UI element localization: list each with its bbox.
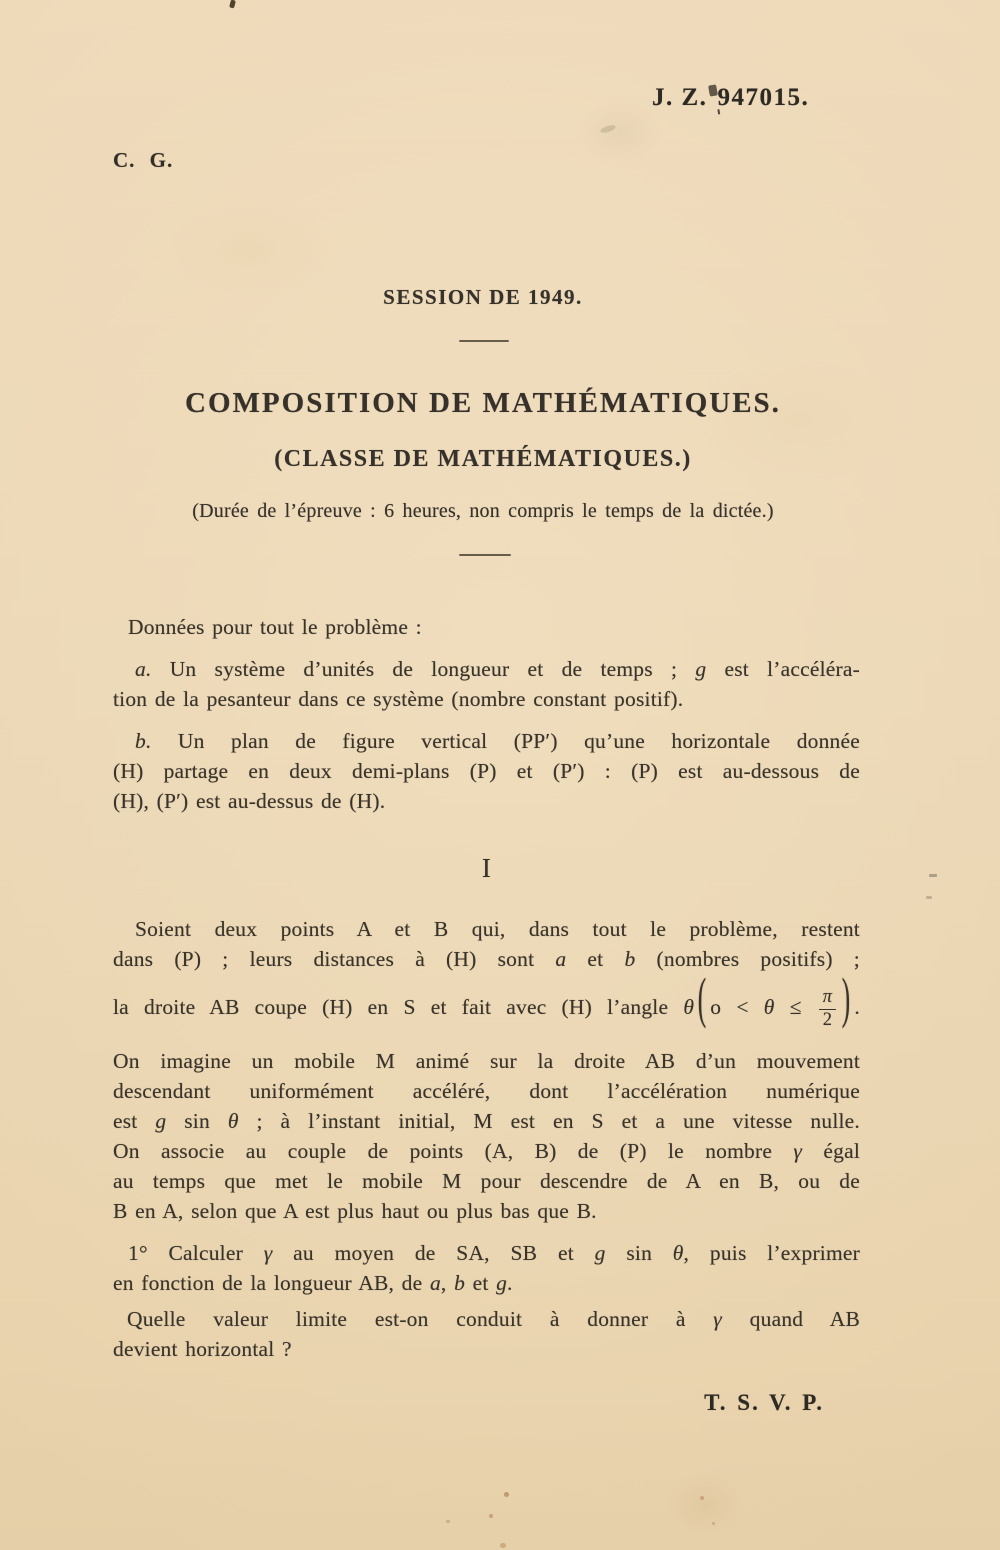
exam-subtitle: (CLASSE DE MATHÉMATIQUES.): [274, 446, 692, 472]
paper-speck: [500, 1543, 506, 1548]
paragraph-b-line-2: (H) partage en deux demi-plans (P) et (P′) : (P) est au-dessous de: [113, 759, 860, 783]
paragraph-soient-line-2: dans (P) ; leurs distances à (H) sont a et b (nombres positifs) ;: [113, 947, 860, 971]
paper-speck: [926, 896, 932, 899]
problem-text-column: [113, 612, 860, 1418]
stamp-number: 947015.: [717, 84, 810, 111]
question-limite-line-1: Quelle valeur limite est-on conduit à donner à γ quand AB: [127, 1307, 860, 1331]
paragraph-soient: [113, 914, 860, 1040]
tsvp-note: T. S. V. P.: [704, 1390, 824, 1415]
paper-speck: [229, 0, 236, 8]
duration-note: (Durée de l’épreuve : 6 heures, non compris le temps de la dictée.): [192, 500, 774, 522]
donnees-heading-line: Données pour tout le problème :: [128, 615, 422, 639]
paper-speck: [489, 1514, 493, 1518]
session-heading: SESSION DE 1949.: [383, 285, 583, 309]
question-limite-line-2: devient horizontal ?: [113, 1337, 292, 1361]
question-1-line-2: en fonction de la longueur AB, de a, b et g.: [113, 1271, 513, 1295]
paragraph-question-limite: [113, 1304, 860, 1364]
paragraph-mobile-line-3: est g sin θ ; à l’instant initial, M est en S et a une vitesse nulle.: [113, 1109, 860, 1133]
paragraph-mobile-line-2: descendant uniformément accéléré, dont l’accélération numérique: [113, 1079, 860, 1103]
paragraph-mobile-line-1: On imagine un mobile M animé sur la droite AB d’un mouvement: [113, 1049, 860, 1073]
serial-stamp: [652, 84, 809, 112]
paragraph-b-line-3: (H), (P′) est au-dessus de (H).: [113, 789, 386, 813]
paragraph-mobile: [113, 1046, 860, 1226]
paragraph-soient-line-1: Soient deux points A et B qui, dans tout le problème, restent: [135, 917, 860, 941]
angle-formula-line: la droite AB coupe (H) en S et fait avec (H) l’angle θ ( o < θ ≤ $\frac{\pi}{2}$ ) .: [113, 969, 860, 1031]
question-1-line-1: 1° Calculer γ au moyen de SA, SB et g sin θ, puis l’exprimer: [128, 1241, 861, 1265]
paper-speck: [929, 874, 937, 877]
paragraph-mobile-line-4: On associe au couple de points (A, B) de (P) le nombre γ égal: [113, 1139, 860, 1163]
paragraph-mobile-line-6: B en A, selon que A est plus haut ou plus bas que B.: [113, 1199, 597, 1223]
paragraph-a: [113, 654, 860, 714]
paragraph-a-line-2: tion de la pesanteur dans ce système (nombre constant positif).: [113, 687, 684, 711]
section-heading-one: I: [481, 853, 492, 883]
paper-speck: [504, 1492, 509, 1497]
paper-speck: [446, 1520, 450, 1523]
paragraph-b-line-1: b. Un plan de figure vertical (PP′) qu’une horizontale donnée: [135, 729, 860, 753]
divider-rule-top: [459, 340, 509, 342]
exam-title: COMPOSITION DE MATHÉMATIQUES.: [185, 387, 781, 419]
paper-speck: [700, 1496, 704, 1500]
divider-rule-bottom: [459, 554, 511, 556]
paragraph-mobile-line-5: au temps que met le mobile M pour descendre de A en B, ou de: [113, 1169, 860, 1193]
corner-initials: C. G.: [113, 148, 174, 172]
paragraph-a-line-1: a. Un système d’unités de longueur et de temps ; g est l’accéléra-: [135, 657, 860, 681]
paper-speck: [712, 1522, 715, 1525]
paper-speck: [599, 124, 616, 135]
paragraph-question-1: [113, 1238, 860, 1298]
stamp-prefix: J. Z.: [652, 84, 708, 111]
paragraph-b: [113, 726, 860, 816]
